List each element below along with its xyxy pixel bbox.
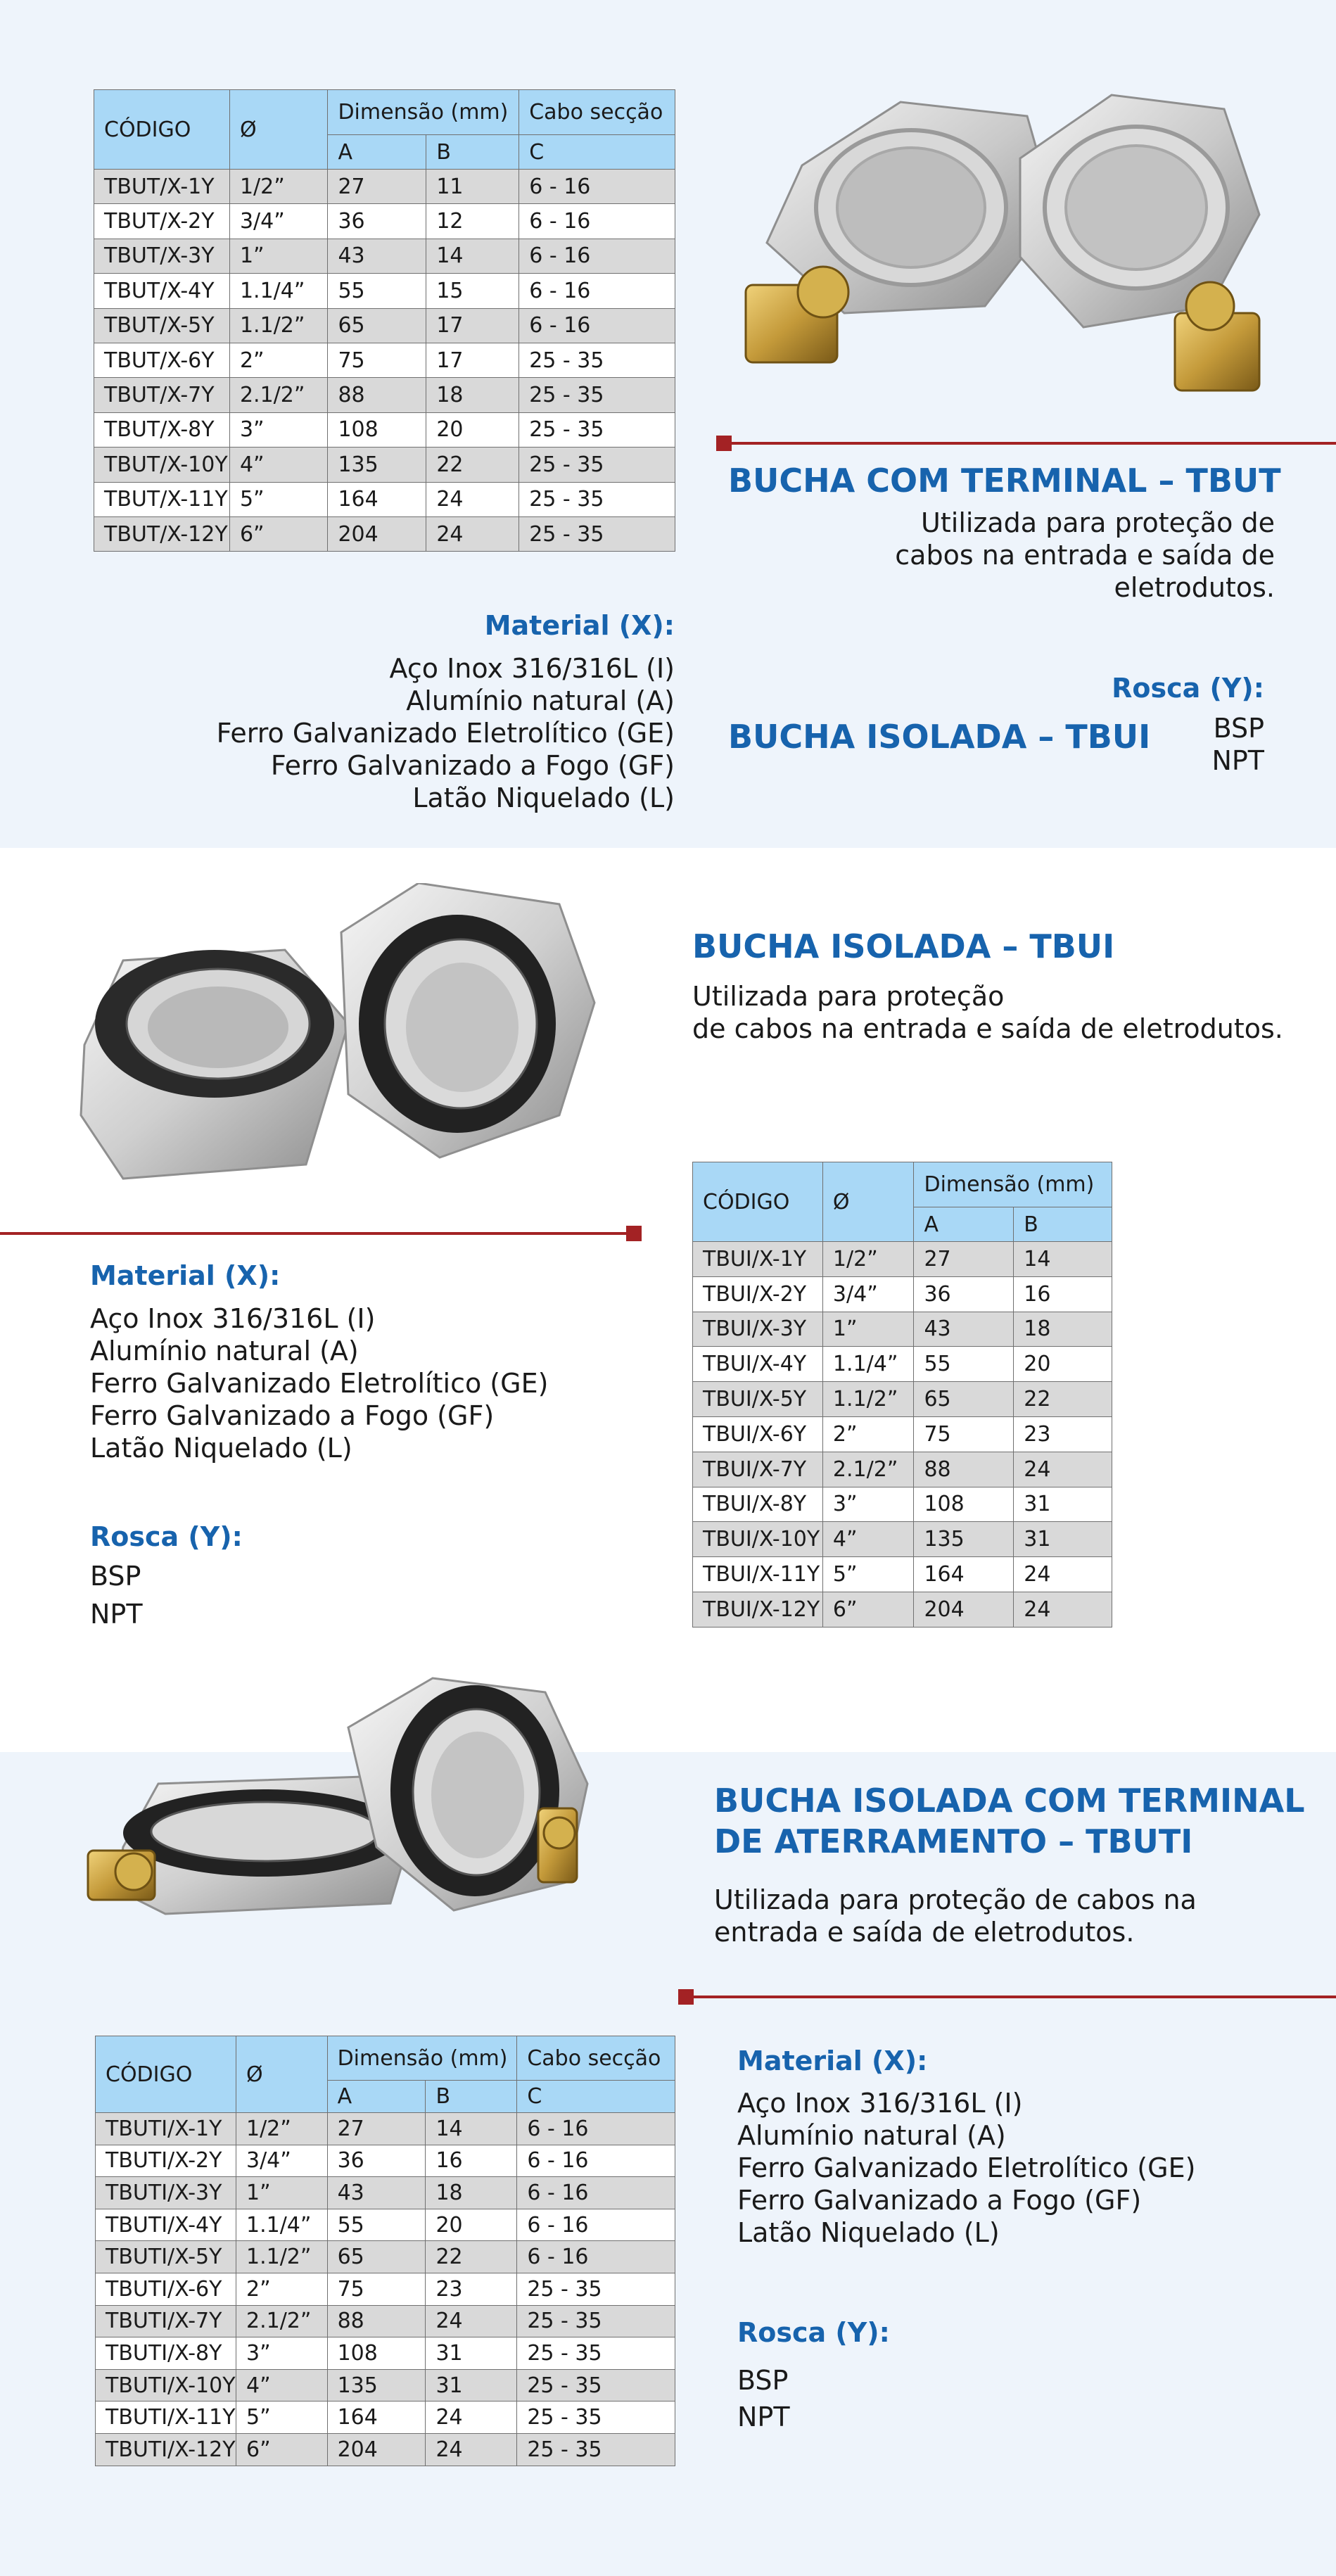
- cell-diameter: 4”: [229, 448, 328, 482]
- cell-diameter: 2.1/2”: [229, 378, 328, 412]
- tbuti-thread-heading: Rosca (Y):: [737, 2317, 890, 2348]
- cell-code: TBUT/X-8Y: [94, 412, 230, 447]
- cell-code: TBUI/X-1Y: [693, 1242, 823, 1277]
- tbuti-thread-list: BSP NPT: [737, 2365, 790, 2432]
- cell-b: 24: [426, 482, 519, 516]
- cell-b: 31: [426, 2369, 517, 2401]
- cell-c: 6 - 16: [517, 2177, 675, 2209]
- cell-a: 164: [328, 482, 426, 516]
- table-row: [96, 2241, 675, 2273]
- section-2-rule: [0, 1232, 633, 1235]
- cell-a: 55: [914, 1347, 1014, 1382]
- table-row: [94, 170, 675, 204]
- tbut-material-heading: Material (X):: [484, 610, 675, 641]
- cell-code: TBUTI/X-6Y: [96, 2273, 236, 2305]
- cell-a: 88: [328, 378, 426, 412]
- table-row: [96, 2337, 675, 2370]
- cell-diameter: 5”: [236, 2401, 327, 2434]
- cell-b: 20: [426, 412, 519, 447]
- header-a: A: [327, 2081, 426, 2113]
- cell-a: 204: [327, 2433, 426, 2466]
- cell-diameter: 5”: [229, 482, 328, 516]
- cell-diameter: 1/2”: [822, 1242, 914, 1277]
- cell-code: TBUI/X-3Y: [693, 1312, 823, 1347]
- cell-c: 6 - 16: [517, 2113, 675, 2145]
- header-code: CÓDIGO: [94, 90, 230, 170]
- cell-diameter: 3”: [229, 412, 328, 447]
- cell-diameter: 3/4”: [229, 204, 328, 239]
- tbut-thread-heading: Rosca (Y):: [1112, 673, 1264, 704]
- cell-b: 18: [426, 2177, 517, 2209]
- cell-code: TBUT/X-2Y: [94, 204, 230, 239]
- tbuti-material-heading: Material (X):: [737, 2045, 928, 2076]
- table-row: [96, 2113, 675, 2145]
- cell-code: TBUTI/X-2Y: [96, 2145, 236, 2177]
- cell-a: 108: [328, 412, 426, 447]
- cell-c: 25 - 35: [517, 2433, 675, 2466]
- cell-b: 17: [426, 308, 519, 343]
- cell-a: 27: [914, 1242, 1014, 1277]
- tbui-spec-table: [692, 1162, 1112, 1628]
- cell-b: 14: [1014, 1242, 1112, 1277]
- cell-a: 36: [328, 204, 426, 239]
- cell-diameter: 6”: [236, 2433, 327, 2466]
- cell-b: 24: [1014, 1592, 1112, 1627]
- cell-a: 75: [914, 1416, 1014, 1452]
- cell-a: 55: [328, 274, 426, 308]
- cell-c: 6 - 16: [519, 239, 675, 273]
- header-dimension: Dimensão (mm): [328, 90, 519, 135]
- table-row: [94, 448, 675, 482]
- cell-code: TBUT/X-12Y: [94, 516, 230, 551]
- cell-a: 65: [327, 2241, 426, 2273]
- cell-a: 135: [327, 2369, 426, 2401]
- cell-c: 25 - 35: [517, 2369, 675, 2401]
- cell-c: 25 - 35: [519, 378, 675, 412]
- cell-b: 31: [1014, 1487, 1112, 1522]
- cell-code: TBUT/X-11Y: [94, 482, 230, 516]
- cell-diameter: 2”: [822, 1416, 914, 1452]
- cell-code: TBUTI/X-12Y: [96, 2433, 236, 2466]
- cell-c: 25 - 35: [519, 516, 675, 551]
- cell-a: 88: [914, 1452, 1014, 1487]
- cell-diameter: 4”: [822, 1522, 914, 1557]
- cell-b: 12: [426, 204, 519, 239]
- cell-code: TBUI/X-5Y: [693, 1382, 823, 1417]
- table-row: [94, 516, 675, 551]
- table-row: [693, 1276, 1112, 1312]
- cell-a: 108: [327, 2337, 426, 2370]
- tbut-material-list: Aço Inox 316/316L (I) Alumínio natural (A) Ferro Galvanizado Eletrolítico (GE) Ferro Galvanizado a Fogo (GF) Latão Niquelado (L): [216, 653, 675, 813]
- cell-a: 43: [327, 2177, 426, 2209]
- cell-diameter: 1”: [822, 1312, 914, 1347]
- cell-b: 20: [1014, 1347, 1112, 1382]
- table-row: [94, 343, 675, 377]
- table-row: [96, 2433, 675, 2466]
- cell-c: 6 - 16: [519, 308, 675, 343]
- cell-b: 22: [1014, 1382, 1112, 1417]
- cell-b: 31: [426, 2337, 517, 2370]
- tbui-thread-heading: Rosca (Y):: [90, 1521, 243, 1552]
- cell-a: 164: [327, 2401, 426, 2434]
- cell-a: 65: [328, 308, 426, 343]
- cell-b: 24: [426, 2433, 517, 2466]
- cell-code: TBUI/X-4Y: [693, 1347, 823, 1382]
- cell-code: TBUTI/X-5Y: [96, 2241, 236, 2273]
- cell-a: 135: [914, 1522, 1014, 1557]
- tbut-description: Utilizada para proteção de cabos na entrada e saída de eletrodutos.: [895, 507, 1275, 603]
- cell-a: 88: [327, 2305, 426, 2337]
- cell-b: 24: [426, 2305, 517, 2337]
- table-row: [94, 412, 675, 447]
- cell-code: TBUI/X-10Y: [693, 1522, 823, 1557]
- cell-diameter: 1.1/2”: [822, 1382, 914, 1417]
- cell-code: TBUTI/X-10Y: [96, 2369, 236, 2401]
- cell-b: 16: [1014, 1276, 1112, 1312]
- cell-a: 135: [328, 448, 426, 482]
- cell-b: 22: [426, 448, 519, 482]
- table-row: [693, 1592, 1112, 1627]
- table-row: [96, 2209, 675, 2241]
- cell-diameter: 6”: [822, 1592, 914, 1627]
- cell-b: 15: [426, 274, 519, 308]
- cell-diameter: 1/2”: [236, 2113, 327, 2145]
- cell-code: TBUT/X-5Y: [94, 308, 230, 343]
- cell-c: 6 - 16: [517, 2209, 675, 2241]
- table-row: [693, 1487, 1112, 1522]
- header-code: CÓDIGO: [693, 1162, 823, 1242]
- cell-diameter: 1.1/4”: [236, 2209, 327, 2241]
- cell-b: 16: [426, 2145, 517, 2177]
- table-row: [96, 2369, 675, 2401]
- table-row: [693, 1452, 1112, 1487]
- cell-code: TBUT/X-10Y: [94, 448, 230, 482]
- cell-diameter: 2”: [236, 2273, 327, 2305]
- header-b: B: [1014, 1207, 1112, 1242]
- nut-with-terminal-photo: [718, 81, 1309, 440]
- cell-diameter: 4”: [236, 2369, 327, 2401]
- cell-code: TBUI/X-11Y: [693, 1557, 823, 1592]
- tbuti-material-list: Aço Inox 316/316L (I) Alumínio natural (A) Ferro Galvanizado Eletrolítico (GE) Ferro Galvanizado a Fogo (GF) Latão Niquelado (L): [737, 2088, 1196, 2248]
- cell-b: 22: [426, 2241, 517, 2273]
- cell-code: TBUTI/X-1Y: [96, 2113, 236, 2145]
- cell-c: 6 - 16: [517, 2145, 675, 2177]
- tbui-material-list: Aço Inox 316/316L (I) Alumínio natural (A) Ferro Galvanizado Eletrolítico (GE) Ferro Galvanizado a Fogo (GF) Latão Niquelado (L): [90, 1303, 549, 1464]
- cell-a: 204: [914, 1592, 1014, 1627]
- cell-code: TBUTI/X-3Y: [96, 2177, 236, 2209]
- cell-diameter: 1.1/2”: [236, 2241, 327, 2273]
- table-row: [94, 204, 675, 239]
- cell-b: 20: [426, 2209, 517, 2241]
- tbuti-description: Utilizada para proteção de cabos na entrada e saída de eletrodutos.: [714, 1884, 1197, 1948]
- cell-code: TBUT/X-6Y: [94, 343, 230, 377]
- table-row: [693, 1347, 1112, 1382]
- insulated-nut-with-terminal-photo: [81, 1671, 630, 1939]
- header-cable: Cabo secção: [517, 2036, 675, 2081]
- cell-b: 14: [426, 239, 519, 273]
- tbut-thread-list: BSP NPT: [1211, 713, 1264, 776]
- tbui-title: BUCHA ISOLADA – TBUI: [692, 927, 1115, 965]
- cell-b: 18: [1014, 1312, 1112, 1347]
- table-row: [96, 2177, 675, 2209]
- cell-c: 25 - 35: [519, 448, 675, 482]
- cell-b: 11: [426, 170, 519, 204]
- cell-a: 75: [327, 2273, 426, 2305]
- header-code: CÓDIGO: [96, 2036, 236, 2113]
- header-b: B: [426, 135, 519, 170]
- tbui-thread-list: BSP NPT: [90, 1561, 143, 1630]
- table-row: [96, 2273, 675, 2305]
- tbui-trailing-title: BUCHA ISOLADA – TBUI: [728, 718, 1151, 756]
- table-row: [693, 1382, 1112, 1417]
- cell-c: 25 - 35: [517, 2305, 675, 2337]
- cell-diameter: 3”: [822, 1487, 914, 1522]
- cell-b: 24: [426, 2401, 517, 2434]
- cell-b: 31: [1014, 1522, 1112, 1557]
- cell-b: 24: [1014, 1557, 1112, 1592]
- cell-code: TBUTI/X-8Y: [96, 2337, 236, 2370]
- table-row: [94, 239, 675, 273]
- cell-code: TBUI/X-2Y: [693, 1276, 823, 1312]
- cell-diameter: 2.1/2”: [236, 2305, 327, 2337]
- cell-b: 23: [426, 2273, 517, 2305]
- cell-b: 17: [426, 343, 519, 377]
- cell-diameter: 1.1/2”: [229, 308, 328, 343]
- cell-c: 25 - 35: [519, 412, 675, 447]
- cell-diameter: 1”: [236, 2177, 327, 2209]
- cell-b: 23: [1014, 1416, 1112, 1452]
- cell-diameter: 2.1/2”: [822, 1452, 914, 1487]
- tbuti-title: BUCHA ISOLADA COM TERMINAL DE ATERRAMENTO – TBUTI: [714, 1782, 1305, 1860]
- table-row: [693, 1242, 1112, 1277]
- cell-c: 6 - 16: [519, 170, 675, 204]
- header-diameter: Ø: [229, 90, 328, 170]
- cell-c: 6 - 16: [519, 274, 675, 308]
- cell-b: 24: [1014, 1452, 1112, 1487]
- table-row: [693, 1416, 1112, 1452]
- cell-a: 43: [914, 1312, 1014, 1347]
- header-c: C: [519, 135, 675, 170]
- cell-c: 25 - 35: [517, 2273, 675, 2305]
- cell-diameter: 1.1/4”: [822, 1347, 914, 1382]
- header-diameter: Ø: [236, 2036, 327, 2113]
- section-1-rule: [725, 442, 1336, 445]
- cell-diameter: 3/4”: [236, 2145, 327, 2177]
- header-dimension: Dimensão (mm): [327, 2036, 517, 2081]
- tbuti-spec-table: [95, 2036, 675, 2466]
- cell-diameter: 1”: [229, 239, 328, 273]
- cell-a: 27: [327, 2113, 426, 2145]
- table-row: [96, 2401, 675, 2434]
- header-b: B: [426, 2081, 517, 2113]
- cell-b: 14: [426, 2113, 517, 2145]
- cell-a: 108: [914, 1487, 1014, 1522]
- cell-c: 25 - 35: [517, 2401, 675, 2434]
- cell-c: 25 - 35: [519, 343, 675, 377]
- cell-diameter: 5”: [822, 1557, 914, 1592]
- cell-b: 24: [426, 516, 519, 551]
- cell-a: 55: [327, 2209, 426, 2241]
- table-row: [693, 1312, 1112, 1347]
- tbut-spec-table: [94, 89, 675, 552]
- cell-a: 65: [914, 1382, 1014, 1417]
- tbui-material-heading: Material (X):: [90, 1260, 281, 1291]
- cell-code: TBUT/X-1Y: [94, 170, 230, 204]
- table-row: [96, 2305, 675, 2337]
- cell-code: TBUTI/X-7Y: [96, 2305, 236, 2337]
- table-row: [94, 378, 675, 412]
- cell-code: TBUI/X-7Y: [693, 1452, 823, 1487]
- cell-a: 164: [914, 1557, 1014, 1592]
- cell-a: 36: [914, 1276, 1014, 1312]
- section-2-rule-marker: [626, 1226, 642, 1241]
- cell-diameter: 3”: [236, 2337, 327, 2370]
- table-row: [693, 1522, 1112, 1557]
- cell-a: 204: [328, 516, 426, 551]
- table-row: [94, 274, 675, 308]
- header-dimension: Dimensão (mm): [914, 1162, 1112, 1207]
- cell-diameter: 6”: [229, 516, 328, 551]
- cell-diameter: 2”: [229, 343, 328, 377]
- cell-a: 75: [328, 343, 426, 377]
- cell-diameter: 3/4”: [822, 1276, 914, 1312]
- cell-a: 43: [328, 239, 426, 273]
- insulated-nut-photo: [74, 883, 609, 1200]
- header-a: A: [914, 1207, 1014, 1242]
- tbut-title: BUCHA COM TERMINAL – TBUT: [728, 462, 1281, 500]
- section-3-rule: [687, 1996, 1336, 1998]
- cell-a: 36: [327, 2145, 426, 2177]
- cell-code: TBUT/X-3Y: [94, 239, 230, 273]
- cell-b: 18: [426, 378, 519, 412]
- cell-c: 6 - 16: [519, 204, 675, 239]
- header-cable: Cabo secção: [519, 90, 675, 135]
- cell-c: 25 - 35: [519, 482, 675, 516]
- header-diameter: Ø: [822, 1162, 914, 1242]
- cell-code: TBUTI/X-11Y: [96, 2401, 236, 2434]
- tbui-description: Utilizada para proteção de cabos na entrada e saída de eletrodutos.: [692, 981, 1283, 1044]
- table-row: [96, 2145, 675, 2177]
- cell-c: 25 - 35: [517, 2337, 675, 2370]
- table-row: [94, 308, 675, 343]
- table-row: [94, 482, 675, 516]
- cell-code: TBUTI/X-4Y: [96, 2209, 236, 2241]
- table-row: [693, 1557, 1112, 1592]
- cell-c: 6 - 16: [517, 2241, 675, 2273]
- cell-diameter: 1.1/4”: [229, 274, 328, 308]
- cell-code: TBUT/X-7Y: [94, 378, 230, 412]
- header-c: C: [517, 2081, 675, 2113]
- cell-code: TBUI/X-8Y: [693, 1487, 823, 1522]
- cell-code: TBUI/X-12Y: [693, 1592, 823, 1627]
- cell-a: 27: [328, 170, 426, 204]
- header-a: A: [328, 135, 426, 170]
- cell-code: TBUI/X-6Y: [693, 1416, 823, 1452]
- cell-diameter: 1/2”: [229, 170, 328, 204]
- cell-code: TBUT/X-4Y: [94, 274, 230, 308]
